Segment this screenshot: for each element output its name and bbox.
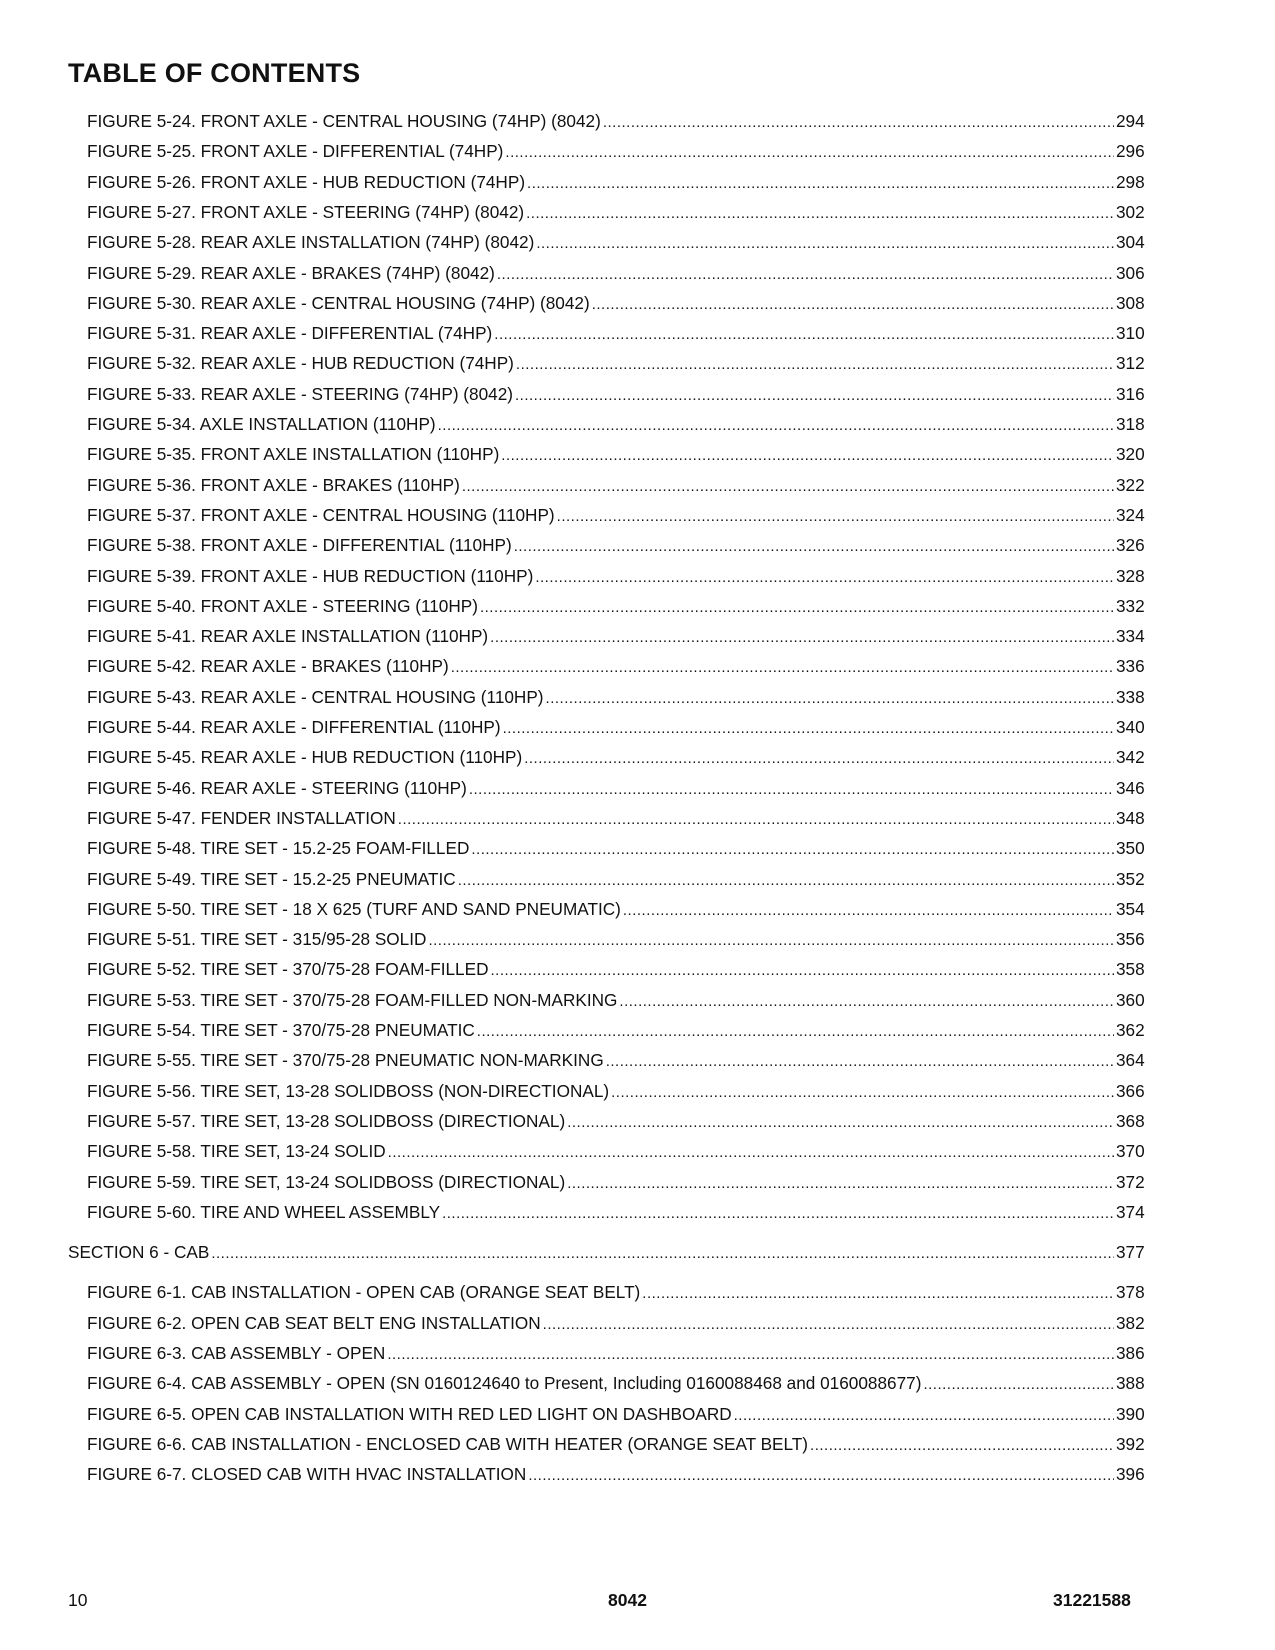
toc-entry[interactable] xyxy=(0,1018,1275,1042)
toc-entry-label: FIGURE 5-46. REAR AXLE - STEERING (110HP) xyxy=(87,777,467,798)
dot-leader xyxy=(567,1172,1114,1196)
toc-entry-label: FIGURE 6-3. CAB ASSEMBLY - OPEN xyxy=(87,1343,386,1363)
dot-leader xyxy=(524,747,1114,771)
toc-entry-page: 364 xyxy=(1116,1050,1145,1071)
toc-entry-label: FIGURE 5-57. TIRE SET, 13-28 SOLIDBOSS (DIRECTIONAL) xyxy=(87,1110,566,1131)
toc-entry-page: 340 xyxy=(1116,717,1145,737)
toc-entry-label: FIGURE 5-52. TIRE SET - 370/75-28 FOAM-FILLED xyxy=(87,959,489,980)
toc-entry-page: 338 xyxy=(1116,686,1145,707)
toc-entry-page: 350 xyxy=(1116,838,1145,859)
toc-entry-page: 308 xyxy=(1116,292,1145,313)
toc-entry-page: 352 xyxy=(1116,868,1145,889)
toc-entry-page: 378 xyxy=(1116,1282,1145,1303)
dot-leader xyxy=(477,1020,1114,1044)
toc-entry-page: 354 xyxy=(1116,898,1145,919)
dot-leader xyxy=(490,626,1114,650)
toc-entry-page: 334 xyxy=(1116,626,1145,647)
dot-leader xyxy=(543,1313,1114,1337)
toc-entry-label: FIGURE 5-48. TIRE SET - 15.2-25 FOAM-FILLED xyxy=(87,838,470,859)
toc-entry-label: FIGURE 5-51. TIRE SET - 315/95-28 SOLID xyxy=(87,929,427,950)
toc-entry-page: 366 xyxy=(1116,1080,1145,1101)
toc-entry-page: 324 xyxy=(1116,504,1145,525)
toc-entry-label: FIGURE 5-53. TIRE SET - 370/75-28 FOAM-FILLED NON-MARKING xyxy=(87,989,618,1010)
toc-entry[interactable] xyxy=(0,957,1275,981)
dot-leader xyxy=(734,1404,1114,1428)
toc-entry-label: FIGURE 5-33. REAR AXLE - STEERING (74HP) (8042) xyxy=(87,383,513,404)
toc-entry[interactable] xyxy=(0,624,1275,648)
toc-entry[interactable] xyxy=(0,1402,1275,1426)
dot-leader xyxy=(606,1050,1114,1074)
toc-entry-label: FIGURE 6-4. CAB ASSEMBLY - OPEN (SN 0160124640 to Present, Including 0160088468 and 0160088677) xyxy=(87,1373,922,1394)
toc-entry-label: FIGURE 5-37. FRONT AXLE - CENTRAL HOUSING (110HP) xyxy=(87,504,555,525)
toc-entry-label: FIGURE 5-54. TIRE SET - 370/75-28 PNEUMATIC xyxy=(87,1020,475,1040)
toc-entry-page: 342 xyxy=(1116,747,1145,768)
dot-leader xyxy=(398,808,1114,832)
toc-entry[interactable] xyxy=(0,1170,1275,1194)
toc-entry[interactable] xyxy=(0,170,1275,194)
toc-entry-page: 374 xyxy=(1116,1201,1145,1222)
toc-entry-label: FIGURE 5-34. AXLE INSTALLATION (110HP) xyxy=(87,414,436,434)
dot-leader xyxy=(603,111,1114,135)
dot-leader xyxy=(526,202,1114,226)
toc-entry-page: 370 xyxy=(1116,1141,1145,1162)
toc-entry[interactable] xyxy=(0,685,1275,709)
dot-leader xyxy=(623,899,1114,923)
toc-entry-page: 396 xyxy=(1116,1464,1145,1485)
dot-leader xyxy=(592,293,1114,317)
toc-entry-label: FIGURE 5-26. FRONT AXLE - HUB REDUCTION (74HP) xyxy=(87,171,526,192)
toc-entry-label: FIGURE 5-59. TIRE SET, 13-24 SOLIDBOSS (DIRECTIONAL) xyxy=(87,1171,566,1192)
toc-entry-label: FIGURE 6-7. CLOSED CAB WITH HVAC INSTALLATION xyxy=(87,1464,527,1485)
page-title: TABLE OF CONTENTS xyxy=(68,58,361,88)
toc-entry[interactable] xyxy=(0,564,1275,588)
dot-leader xyxy=(458,869,1114,893)
toc-entry-page: 368 xyxy=(1116,1110,1145,1131)
toc-entry-page: 377 xyxy=(1116,1242,1145,1263)
toc-entry-page: 320 xyxy=(1116,444,1145,465)
toc-entry[interactable] xyxy=(0,1280,1275,1304)
footer-model: 8042 xyxy=(608,1590,647,1610)
dot-leader xyxy=(514,535,1114,559)
toc-entry[interactable] xyxy=(0,321,1275,345)
toc-entry-page: 306 xyxy=(1116,262,1145,283)
toc-entry-label: FIGURE 5-60. TIRE AND WHEEL ASSEMBLY xyxy=(87,1201,441,1222)
toc-entry[interactable] xyxy=(0,867,1275,891)
dot-leader xyxy=(642,1282,1114,1306)
toc-entry[interactable] xyxy=(0,291,1275,315)
dot-leader xyxy=(462,475,1114,499)
footer-page-number: 10 xyxy=(68,1590,88,1610)
toc-entry-page: 360 xyxy=(1116,989,1145,1010)
toc-entry[interactable] xyxy=(0,200,1275,224)
dot-leader xyxy=(810,1434,1114,1458)
toc-entry[interactable] xyxy=(0,806,1275,830)
toc-entry-label: FIGURE 6-5. OPEN CAB INSTALLATION WITH RED LED LIGHT ON DASHBOARD xyxy=(87,1403,732,1424)
dot-leader xyxy=(503,717,1114,741)
toc-entry-label: FIGURE 5-49. TIRE SET - 15.2-25 PNEUMATIC xyxy=(87,868,456,889)
toc-entry[interactable] xyxy=(0,897,1275,921)
toc-entry-page: 348 xyxy=(1116,807,1145,828)
toc-entry[interactable] xyxy=(0,1048,1275,1072)
toc-entry-label: FIGURE 5-43. REAR AXLE - CENTRAL HOUSING (110HP) xyxy=(87,686,544,707)
dot-leader xyxy=(535,566,1114,590)
dot-leader xyxy=(923,1373,1114,1397)
toc-entry-page: 318 xyxy=(1116,414,1145,434)
toc-entry-label: FIGURE 5-27. FRONT AXLE - STEERING (74HP) (8042) xyxy=(87,201,525,222)
toc-entry[interactable] xyxy=(0,988,1275,1012)
dot-leader xyxy=(451,656,1114,680)
toc-section-entry[interactable] xyxy=(0,1240,1275,1264)
toc-entry-page: 336 xyxy=(1116,656,1145,677)
toc-entry-page: 388 xyxy=(1116,1373,1145,1394)
toc-entry-label: FIGURE 5-40. FRONT AXLE - STEERING (110HP) xyxy=(87,595,478,616)
toc-entry-label: FIGURE 5-29. REAR AXLE - BRAKES (74HP) (8042) xyxy=(87,262,495,283)
dot-leader xyxy=(501,444,1114,468)
dot-leader xyxy=(516,353,1114,377)
toc-entry-page: 302 xyxy=(1116,201,1145,222)
toc-entry[interactable] xyxy=(0,109,1275,133)
toc-entry-label: FIGURE 5-38. FRONT AXLE - DIFFERENTIAL (110HP) xyxy=(87,535,512,556)
toc-entry-label: FIGURE 5-50. TIRE SET - 18 X 625 (TURF AND SAND PNEUMATIC) xyxy=(87,898,621,919)
toc-entry-page: 358 xyxy=(1116,959,1145,980)
dot-leader xyxy=(497,263,1114,287)
toc-entry-page: 322 xyxy=(1116,474,1145,495)
toc-entry-page: 312 xyxy=(1116,353,1145,374)
toc-entry-label: FIGURE 5-31. REAR AXLE - DIFFERENTIAL (74HP) xyxy=(87,323,493,344)
toc-entry-label: FIGURE 5-44. REAR AXLE - DIFFERENTIAL (110HP) xyxy=(87,717,501,737)
dot-leader xyxy=(505,141,1114,165)
toc-entry[interactable] xyxy=(0,1109,1275,1133)
toc-entry[interactable] xyxy=(0,139,1275,163)
dot-leader xyxy=(469,778,1114,802)
dot-leader xyxy=(388,1141,1114,1165)
toc-entry[interactable] xyxy=(0,503,1275,527)
toc-entry-page: 372 xyxy=(1116,1171,1145,1192)
toc-entry-label: FIGURE 5-30. REAR AXLE - CENTRAL HOUSING (74HP) (8042) xyxy=(87,292,590,313)
toc-entry-page: 304 xyxy=(1116,232,1145,253)
toc-entry[interactable] xyxy=(0,776,1275,800)
toc-entry-page: 298 xyxy=(1116,171,1145,192)
dot-leader xyxy=(494,323,1114,347)
dot-leader xyxy=(546,687,1114,711)
dot-leader xyxy=(480,596,1114,620)
page-footer xyxy=(0,1590,1275,1616)
toc-entry-page: 316 xyxy=(1116,383,1145,404)
toc-entry-label: FIGURE 5-39. FRONT AXLE - HUB REDUCTION (110HP) xyxy=(87,565,534,586)
toc-entry[interactable] xyxy=(0,261,1275,285)
dot-leader xyxy=(211,1242,1114,1266)
toc-entry-label: FIGURE 5-36. FRONT AXLE - BRAKES (110HP) xyxy=(87,474,460,495)
toc-entry[interactable] xyxy=(0,1311,1275,1335)
dot-leader xyxy=(515,384,1114,408)
toc-entry-label: FIGURE 5-25. FRONT AXLE - DIFFERENTIAL (74HP) xyxy=(87,141,504,162)
toc-entry[interactable] xyxy=(0,1079,1275,1103)
toc-entry-label: FIGURE 6-1. CAB INSTALLATION - OPEN CAB (ORANGE SEAT BELT) xyxy=(87,1282,641,1303)
toc-entry-label: SECTION 6 - CAB xyxy=(68,1242,210,1263)
toc-entry[interactable] xyxy=(0,654,1275,678)
toc-entry-page: 310 xyxy=(1116,323,1145,344)
dot-leader xyxy=(428,929,1114,953)
toc-entry[interactable] xyxy=(0,533,1275,557)
dot-leader xyxy=(491,959,1115,983)
toc-entry-label: FIGURE 5-28. REAR AXLE INSTALLATION (74HP) (8042) xyxy=(87,232,535,253)
toc-entry[interactable] xyxy=(0,1371,1275,1395)
toc-entry[interactable] xyxy=(0,412,1275,436)
toc-entry-page: 392 xyxy=(1116,1433,1145,1454)
dot-leader xyxy=(442,1202,1114,1226)
toc-entry[interactable] xyxy=(0,836,1275,860)
toc-entry-label: FIGURE 5-47. FENDER INSTALLATION xyxy=(87,807,396,828)
toc-entry[interactable] xyxy=(0,594,1275,618)
toc-entry[interactable] xyxy=(0,1341,1275,1365)
toc-entry[interactable] xyxy=(0,1200,1275,1224)
toc-entry-page: 326 xyxy=(1116,535,1145,556)
toc-entry-label: FIGURE 5-58. TIRE SET, 13-24 SOLID xyxy=(87,1141,386,1162)
toc-entry-label: FIGURE 5-35. FRONT AXLE INSTALLATION (110HP) xyxy=(87,444,500,465)
toc-entry[interactable] xyxy=(0,442,1275,466)
toc-entry-label: FIGURE 6-2. OPEN CAB SEAT BELT ENG INSTALLATION xyxy=(87,1312,541,1333)
toc-entry-label: FIGURE 6-6. CAB INSTALLATION - ENCLOSED CAB WITH HEATER (ORANGE SEAT BELT) xyxy=(87,1433,809,1454)
dot-leader xyxy=(387,1343,1114,1367)
dot-leader xyxy=(471,838,1114,862)
toc-entry-page: 294 xyxy=(1116,111,1145,131)
toc-entry[interactable] xyxy=(0,1462,1275,1486)
toc-entry-label: FIGURE 5-56. TIRE SET, 13-28 SOLIDBOSS (NON-DIRECTIONAL) xyxy=(87,1080,610,1101)
toc-entry-page: 296 xyxy=(1116,141,1145,162)
footer-document-number: 31221588 xyxy=(1053,1590,1131,1610)
toc-entry-label: FIGURE 5-24. FRONT AXLE - CENTRAL HOUSING (74HP) (8042) xyxy=(87,111,601,131)
toc-entry[interactable] xyxy=(0,715,1275,739)
toc-entry-page: 362 xyxy=(1116,1020,1145,1040)
toc-entry[interactable] xyxy=(0,351,1275,375)
dot-leader xyxy=(557,505,1114,529)
toc-entry-page: 390 xyxy=(1116,1403,1145,1424)
dot-leader xyxy=(528,1464,1114,1488)
toc-entry-page: 356 xyxy=(1116,929,1145,950)
dot-leader xyxy=(438,414,1114,438)
toc-entry[interactable] xyxy=(0,230,1275,254)
toc-entry-label: FIGURE 5-45. REAR AXLE - HUB REDUCTION (110HP) xyxy=(87,747,523,768)
toc-entry[interactable] xyxy=(0,1139,1275,1163)
toc-entry-page: 386 xyxy=(1116,1343,1145,1363)
toc-entry[interactable] xyxy=(0,473,1275,497)
dot-leader xyxy=(567,1111,1114,1135)
dot-leader xyxy=(611,1081,1114,1105)
toc-entry-label: FIGURE 5-42. REAR AXLE - BRAKES (110HP) xyxy=(87,656,449,677)
toc-entry-page: 328 xyxy=(1116,565,1145,586)
dot-leader xyxy=(536,232,1114,256)
toc-entry[interactable] xyxy=(0,1432,1275,1456)
toc-entry[interactable] xyxy=(0,927,1275,951)
dot-leader xyxy=(619,990,1114,1014)
toc-entry-label: FIGURE 5-32. REAR AXLE - HUB REDUCTION (74HP) xyxy=(87,353,514,374)
dot-leader xyxy=(527,172,1114,196)
toc-entry-label: FIGURE 5-55. TIRE SET - 370/75-28 PNEUMATIC NON-MARKING xyxy=(87,1050,604,1071)
toc-entry[interactable] xyxy=(0,382,1275,406)
toc-entry-page: 332 xyxy=(1116,595,1145,616)
toc-entry-page: 346 xyxy=(1116,777,1145,798)
toc-entry[interactable] xyxy=(0,745,1275,769)
toc-entry-page: 382 xyxy=(1116,1312,1145,1333)
toc-entry-label: FIGURE 5-41. REAR AXLE INSTALLATION (110HP) xyxy=(87,626,489,647)
